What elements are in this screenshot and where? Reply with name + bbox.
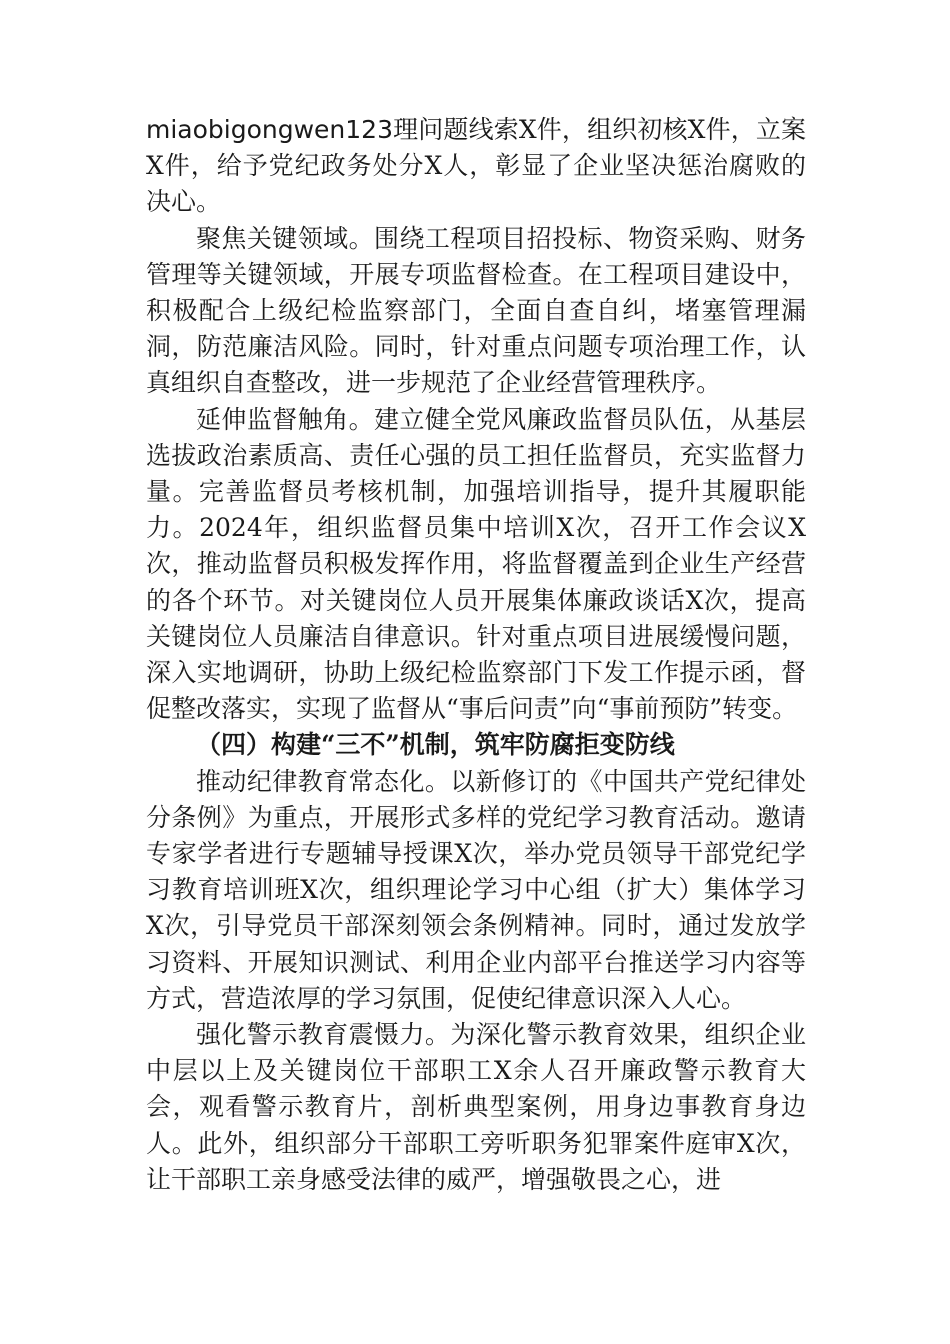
paragraph-extend-supervision: 延伸监督触角。建立健全党风廉政监督员队伍，从基层选拔政治素质高、责任心强的员工担任监督员，充实监督力量。完善监督员考核机制，加强培训指导，提升其履职能力。2024年，组织监督员集中培训X次，召开工作会议X次，推动监督员积极发挥作用，将监督覆盖到企业生产经营的各个环节。对关键岗位人员开展集体廉政谈话X次，提高关键岗位人员廉洁自律意识。针对重点项目进展缓慢问题，深入实地调研，协助上级纪检监察部门下发工作提示函，督促整改落实，实现了监督从“事后问责”向“事前预防”转变。 (146, 404, 806, 724)
section-heading: （四）构建“三不”机制，筑牢防腐拒变防线 (196, 730, 675, 760)
paragraph-continuation (146, 112, 806, 221)
watermark-text: miaobigongwen123 (146, 115, 393, 144)
paragraph-discipline-education: 推动纪律教育常态化。以新修订的《中国共产党纪律处分条例》为重点，开展形式多样的党纪学习教育活动。邀请专家学者进行专题辅导授课X次，举办党员领导干部党纪学习教育培训班X次，组织理论学习中心组（扩大）集体学习X次，引导党员干部深刻领会条例精神。同时，通过发放学习资料、开展知识测试、利用企业内部平台推送学习内容等方式，营造浓厚的学习氛围，促使纪律意识深入人心。 (146, 766, 806, 1013)
paragraph-warning-education: 强化警示教育震慑力。为深化警示教育效果，组织企业中层以上及关键岗位干部职工X余人召开廉政警示教育大会，观看警示教育片，剖析典型案例，用身边事教育身边人。此外，组织部分干部职工旁听职务犯罪案件庭审X次，让干部职工亲身感受法律的威严，增强敬畏之心，进 (146, 1020, 806, 1194)
paragraph-focus-key-areas: 聚焦关键领域。围绕工程项目招投标、物资采购、财务管理等关键领域，开展专项监督检查。在工程项目建设中，积极配合上级纪检监察部门，全面自查自纠，堵塞管理漏洞，防范廉洁风险。同时，针对重点问题专项治理工作，认真组织自查整改，进一步规范了企业经营管理秩序。 (146, 223, 806, 398)
paragraph-text: 理问题线索X件，组织初核X件，立案X件，给予党纪政务处分X人，彰显了企业坚决惩治腐败的决心。 (146, 115, 806, 217)
document-page (146, 112, 806, 1198)
